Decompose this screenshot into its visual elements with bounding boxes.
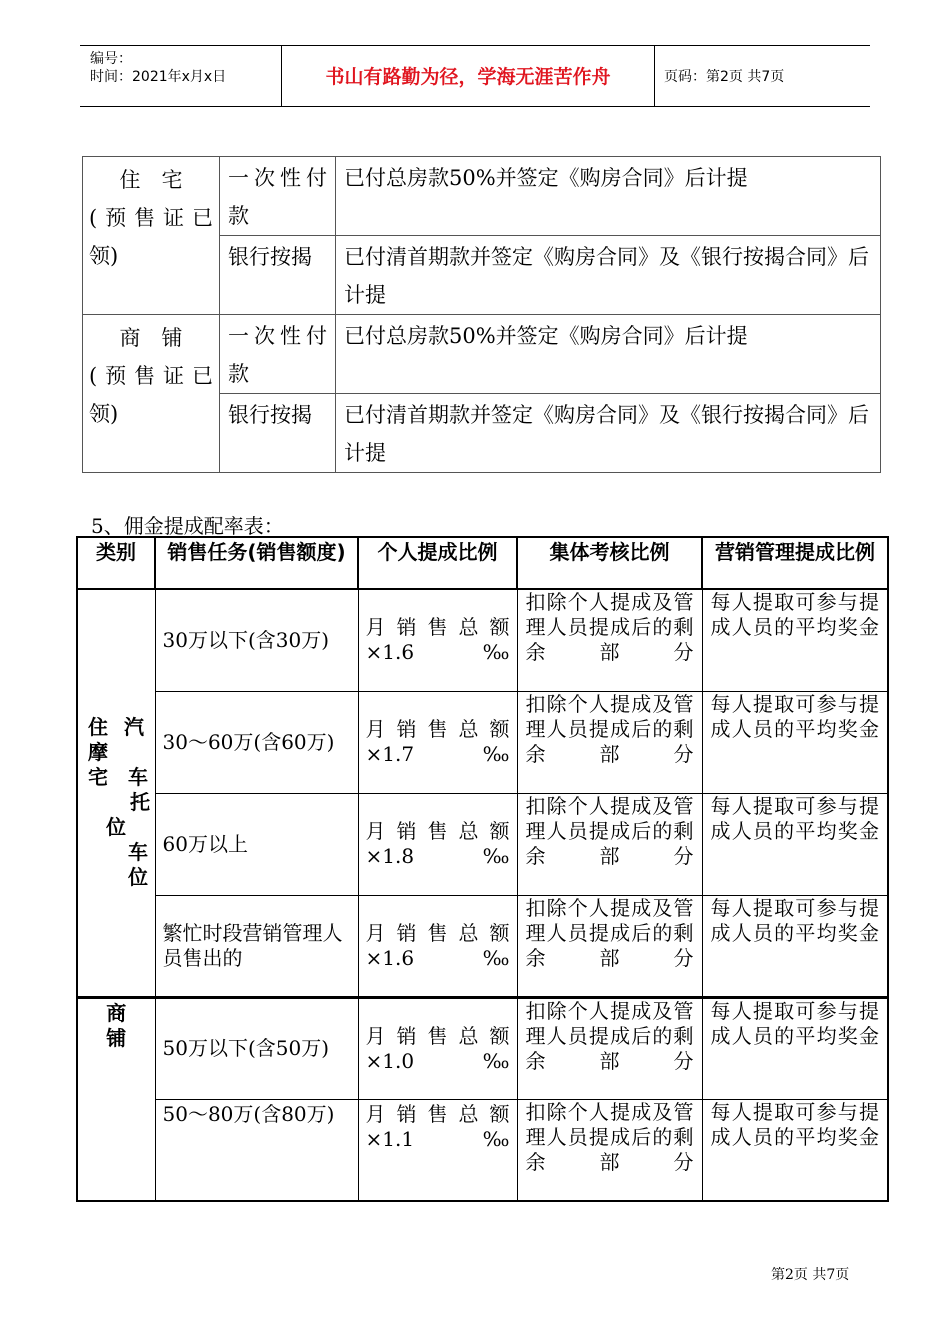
category-char: 位 (106, 815, 126, 840)
category-char: 住 (88, 715, 108, 740)
personal-rate-cell: 月销售总额×1.1‰ (358, 1099, 517, 1201)
category-cell-shop (77, 997, 155, 1201)
condition-cell: 已付总房款50%并签定《购房合同》后计提 (336, 157, 881, 236)
table-row (77, 1099, 888, 1201)
sales-task-cell: 60万以上 (155, 793, 358, 895)
table-row (83, 315, 881, 394)
table-row (77, 793, 888, 895)
payment-method-cell: 银行按揭 (220, 236, 336, 315)
collective-cell: 扣除个人提成及管理人员提成后的剩余部分 (517, 589, 702, 691)
category-cell-residential (77, 589, 155, 997)
category-line: (预售证已 (89, 206, 213, 230)
table-row (77, 589, 888, 691)
category-line: (预售证已 (89, 364, 213, 388)
category-line: 住 宅 (119, 168, 183, 192)
header-top-rule (80, 45, 870, 46)
category-char: 位 (128, 865, 148, 890)
payment-method-cell: 银行按揭 (220, 394, 336, 473)
header-motto: 书山有路勤为径，学海无涯苦作舟 (325, 66, 611, 88)
collective-cell: 扣除个人提成及管理人员提成后的剩余部分 (517, 793, 702, 895)
category-char: 托 (130, 790, 150, 815)
header-bottom-rule (80, 106, 870, 107)
header-page-number: 页码：第2页 共7页 (664, 69, 785, 85)
category-cell (83, 157, 220, 315)
payment-method-cell: 一次性付款 (220, 315, 336, 394)
sales-task-cell: 繁忙时段营销管理人员售出的 (155, 895, 358, 997)
column-header: 营销管理提成比例 (702, 537, 888, 589)
doc-code-label: 编号： (90, 51, 132, 67)
category-char: 车 (128, 765, 148, 790)
table-row (83, 157, 881, 236)
condition-cell: 已付总房款50%并签定《购房合同》后计提 (336, 315, 881, 394)
section-title: 5、佣金提成配率表： (91, 514, 284, 538)
management-cell: 每人提取可参与提成人员的平均奖金 (702, 589, 888, 691)
table-header-row (77, 537, 888, 589)
category-char: 汽 (124, 715, 144, 740)
header-divider (654, 45, 655, 106)
payment-method-cell: 一次性付款 (220, 157, 336, 236)
management-cell: 每人提取可参与提成人员的平均奖金 (702, 997, 888, 1099)
category-char: 宅 (88, 765, 108, 790)
category-char: 摩 (88, 740, 108, 765)
sales-task-cell: 30万以下(含30万) (155, 589, 358, 691)
category-char: 车 (128, 840, 148, 865)
management-cell: 每人提取可参与提成人员的平均奖金 (702, 895, 888, 997)
commission-rate-table (76, 536, 889, 1202)
category-char: 铺 (106, 1025, 127, 1050)
sales-task-cell: 50～80万(含80万) (155, 1099, 358, 1201)
management-cell: 每人提取可参与提成人员的平均奖金 (702, 793, 888, 895)
column-header: 集体考核比例 (517, 537, 702, 589)
personal-rate-cell: 月销售总额×1.8‰ (358, 793, 517, 895)
management-cell: 每人提取可参与提成人员的平均奖金 (702, 1099, 888, 1201)
table-row (77, 895, 888, 997)
category-line: 领) (89, 244, 119, 268)
management-cell: 每人提取可参与提成人员的平均奖金 (702, 691, 888, 793)
column-header: 个人提成比例 (358, 537, 517, 589)
doc-time-label: 时间：2021年x月x日 (90, 69, 227, 85)
page-footer: 第2页 共7页 (771, 1267, 850, 1283)
category-line: 商 铺 (119, 326, 183, 350)
personal-rate-cell: 月销售总额×1.6‰ (358, 895, 517, 997)
commission-timing-table (82, 156, 881, 473)
collective-cell: 扣除个人提成及管理人员提成后的剩余部分 (517, 895, 702, 997)
collective-cell: 扣除个人提成及管理人员提成后的剩余部分 (517, 997, 702, 1099)
sales-task-cell: 50万以下(含50万) (155, 997, 358, 1099)
condition-cell: 已付清首期款并签定《购房合同》及《银行按揭合同》后计提 (336, 394, 881, 473)
category-line: 领) (89, 402, 119, 426)
table-row (77, 691, 888, 793)
personal-rate-cell: 月销售总额×1.0‰ (358, 997, 517, 1099)
column-header: 类别 (77, 537, 155, 589)
category-cell (83, 315, 220, 473)
collective-cell: 扣除个人提成及管理人员提成后的剩余部分 (517, 691, 702, 793)
personal-rate-cell: 月销售总额×1.6‰ (358, 589, 517, 691)
category-char: 商 (106, 1000, 127, 1025)
collective-cell: 扣除个人提成及管理人员提成后的剩余部分 (517, 1099, 702, 1201)
column-header: 销售任务(销售额度) (155, 537, 358, 589)
condition-cell: 已付清首期款并签定《购房合同》及《银行按揭合同》后计提 (336, 236, 881, 315)
table-row (77, 997, 888, 1099)
sales-task-cell: 30～60万(含60万) (155, 691, 358, 793)
personal-rate-cell: 月销售总额×1.7‰ (358, 691, 517, 793)
